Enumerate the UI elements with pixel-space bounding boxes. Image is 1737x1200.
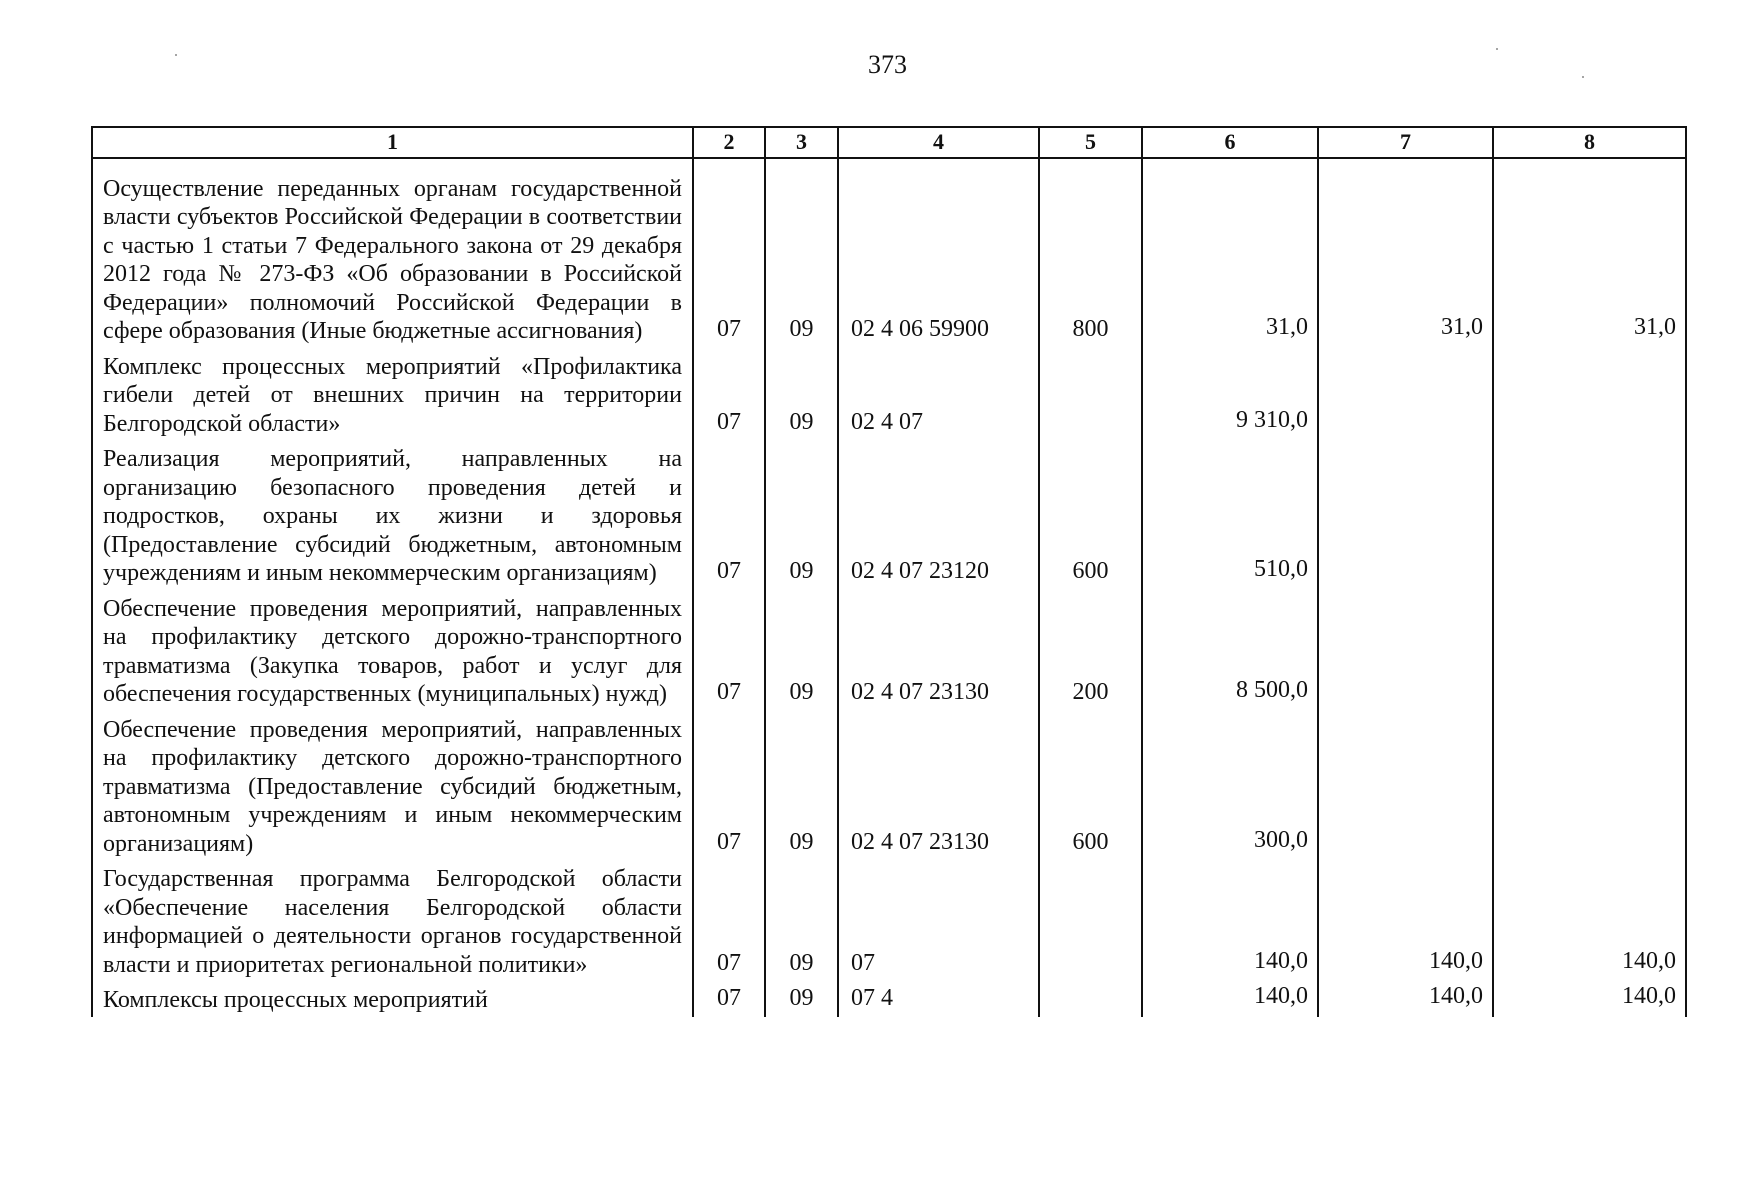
- subsection-code: 09: [765, 860, 838, 981]
- amount-col6: 31,0: [1142, 158, 1318, 348]
- expense-type-code: [1039, 348, 1142, 441]
- column-header: 3: [765, 127, 838, 158]
- table-row: [92, 158, 1686, 348]
- target-article-code: 07 4: [838, 981, 1039, 1017]
- subsection-code: 09: [765, 590, 838, 711]
- target-article-code: 02 4 07 23130: [838, 711, 1039, 861]
- amount-col7: [1318, 440, 1493, 590]
- target-article-code: 02 4 07 23130: [838, 590, 1039, 711]
- amount-col7: [1318, 590, 1493, 711]
- target-article-code: 02 4 07 23120: [838, 440, 1039, 590]
- amount-col8: [1493, 590, 1686, 711]
- expense-type-code: 600: [1039, 711, 1142, 861]
- expense-type-code: 600: [1039, 440, 1142, 590]
- budget-table: [91, 126, 1687, 1017]
- amount-col6: 140,0: [1142, 860, 1318, 981]
- column-header: 7: [1318, 127, 1493, 158]
- column-header: 1: [92, 127, 693, 158]
- subsection-code: 09: [765, 158, 838, 348]
- table-row: [92, 590, 1686, 711]
- row-description: Комплекс процессных мероприятий «Профилактика гибели детей от внешних причин на территории Белгородской области»: [92, 348, 693, 441]
- subsection-code: 09: [765, 348, 838, 441]
- row-description: Государственная программа Белгородской области «Обеспечение населения Белгородской области информацией о деятельности органов государственной власти и приоритетах региональной политики»: [92, 860, 693, 981]
- section-code: 07: [693, 860, 765, 981]
- column-header: 5: [1039, 127, 1142, 158]
- column-header: 6: [1142, 127, 1318, 158]
- amount-col7: [1318, 711, 1493, 861]
- section-code: 07: [693, 440, 765, 590]
- row-description: Обеспечение проведения мероприятий, направленных на профилактику детского дорожно-транспортного травматизма (Закупка товаров, работ и услуг для обеспечения государственных (муниципальных) нужд): [92, 590, 693, 711]
- scan-speck: [1582, 76, 1584, 78]
- subsection-code: 09: [765, 711, 838, 861]
- scan-speck: [1496, 48, 1498, 50]
- target-article-code: 07: [838, 860, 1039, 981]
- page-number: 373: [868, 50, 907, 79]
- subsection-code: 09: [765, 981, 838, 1017]
- row-description: Обеспечение проведения мероприятий, направленных на профилактику детского дорожно-транспортного травматизма (Предоставление субсидий бюджетным, автономным учреждениям и иным некоммерческим организациям): [92, 711, 693, 861]
- amount-col7: [1318, 348, 1493, 441]
- table-row: [92, 711, 1686, 861]
- target-article-code: 02 4 07: [838, 348, 1039, 441]
- table-row: [92, 981, 1686, 1017]
- section-code: 07: [693, 348, 765, 441]
- table-row: [92, 348, 1686, 441]
- amount-col7: 140,0: [1318, 860, 1493, 981]
- expense-type-code: 200: [1039, 590, 1142, 711]
- amount-col6: 510,0: [1142, 440, 1318, 590]
- amount-col8: 140,0: [1493, 981, 1686, 1017]
- section-code: 07: [693, 981, 765, 1017]
- row-description: Осуществление переданных органам государственной власти субъектов Российской Федерации в соответствии с частью 1 статьи 7 Федерального закона от 29 декабря 2012 года № 273-ФЗ «Об образовании в Российской Федерации» полномочий Российской Федерации в сфере образования (Иные бюджетные ассигнования): [92, 158, 693, 348]
- amount-col7: 140,0: [1318, 981, 1493, 1017]
- amount-col6: 8 500,0: [1142, 590, 1318, 711]
- section-code: 07: [693, 590, 765, 711]
- column-header: 2: [693, 127, 765, 158]
- amount-col7: 31,0: [1318, 158, 1493, 348]
- amount-col8: [1493, 440, 1686, 590]
- amount-col6: 140,0: [1142, 981, 1318, 1017]
- expense-type-code: 800: [1039, 158, 1142, 348]
- subsection-code: 09: [765, 440, 838, 590]
- column-header: 8: [1493, 127, 1686, 158]
- amount-col6: 300,0: [1142, 711, 1318, 861]
- section-code: 07: [693, 711, 765, 861]
- expense-type-code: [1039, 981, 1142, 1017]
- amount-col8: 140,0: [1493, 860, 1686, 981]
- amount-col6: 9 310,0: [1142, 348, 1318, 441]
- amount-col8: 31,0: [1493, 158, 1686, 348]
- section-code: 07: [693, 158, 765, 348]
- scan-speck: [175, 54, 177, 56]
- expense-type-code: [1039, 860, 1142, 981]
- table-header-row: [92, 127, 1686, 158]
- amount-col8: [1493, 348, 1686, 441]
- row-description: Комплексы процессных мероприятий: [92, 981, 693, 1017]
- column-header: 4: [838, 127, 1039, 158]
- amount-col8: [1493, 711, 1686, 861]
- table-row: [92, 440, 1686, 590]
- target-article-code: 02 4 06 59900: [838, 158, 1039, 348]
- table-row: [92, 860, 1686, 981]
- row-description: Реализация мероприятий, направленных на организацию безопасного проведения детей и подростков, охраны их жизни и здоровья (Предоставление субсидий бюджетным, автономным учреждениям и иным некоммерческим организациям): [92, 440, 693, 590]
